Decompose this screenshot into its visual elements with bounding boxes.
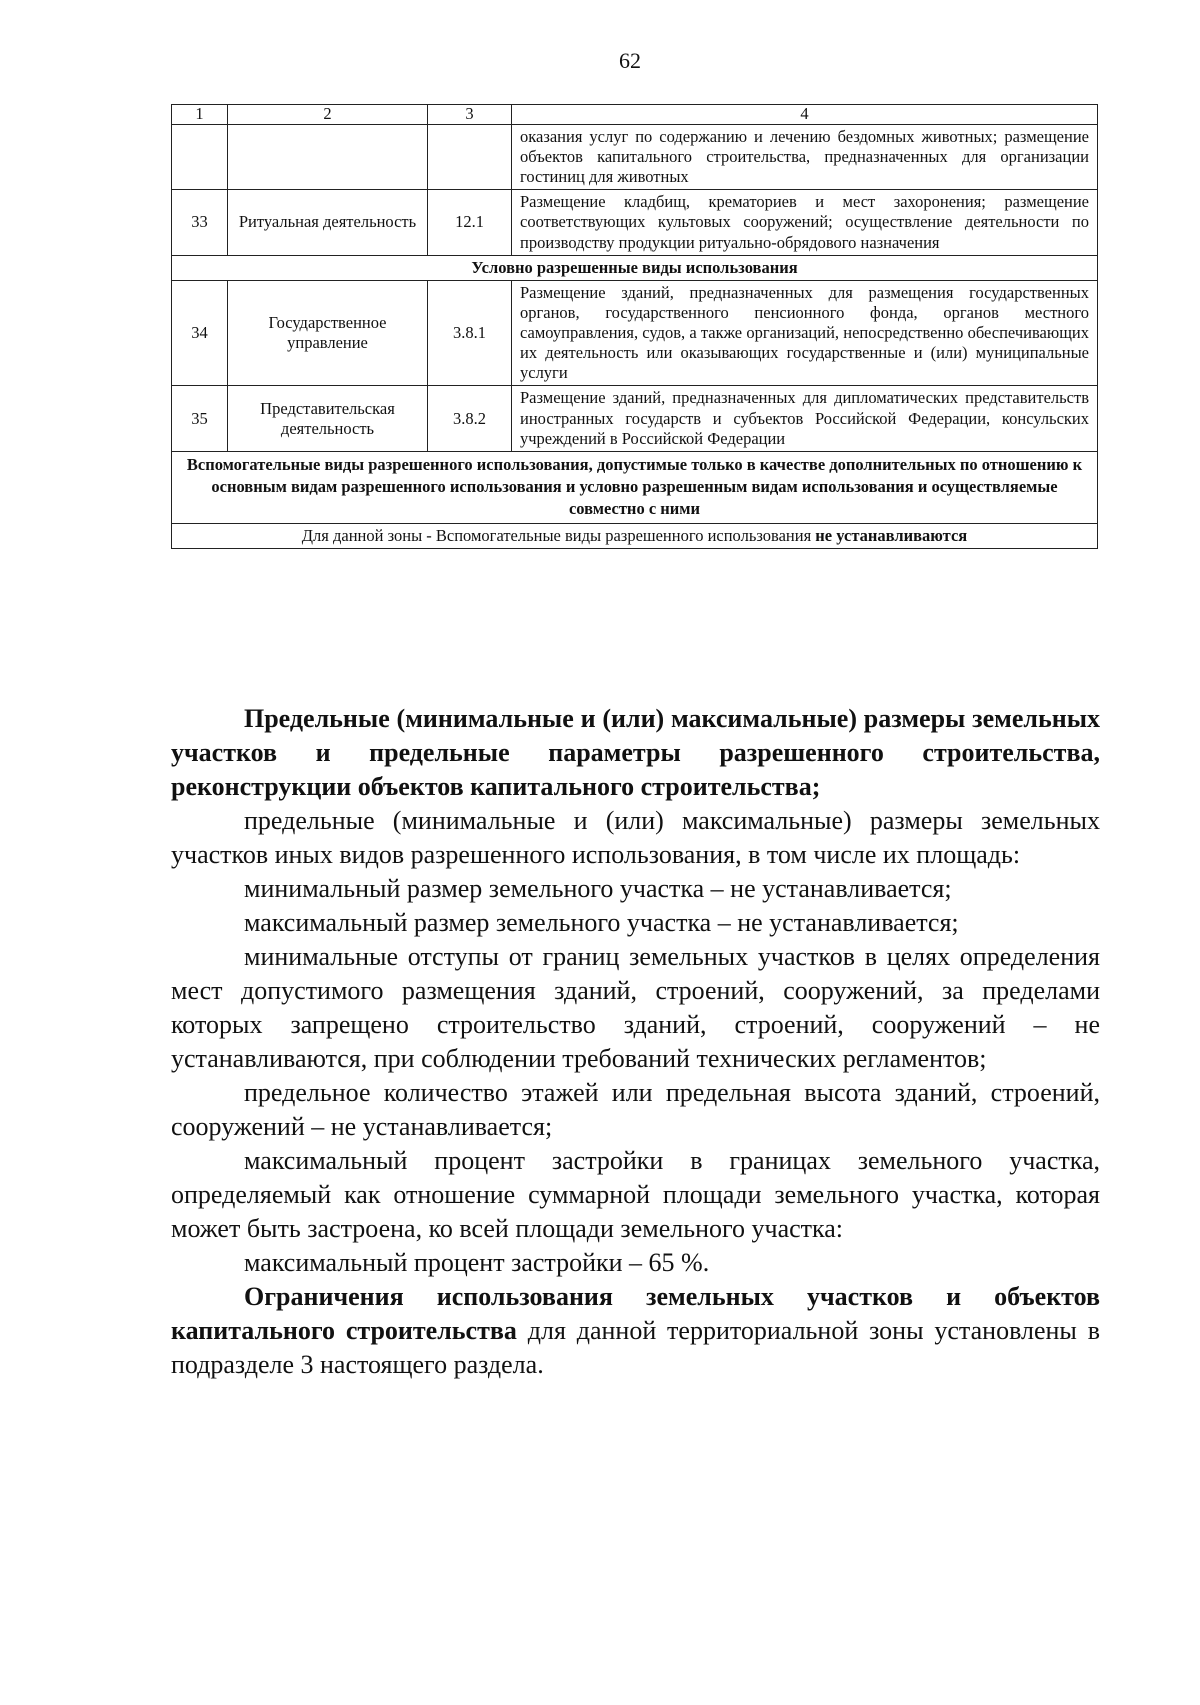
empty-cell [172,124,228,189]
land-use-table [171,104,1098,549]
table-header-row [172,105,1098,125]
use-description: Размещение зданий, предназначенных для дипломатических представительств иностранных государств и субъектов Российской Федерации, консульских учреждений в Российской Федерации [512,386,1098,451]
section-heading [171,702,1100,804]
use-name: Государственное управление [228,280,428,386]
use-code: 3.8.2 [428,386,512,451]
paragraph: максимальный процент застройки в границах земельного участка, определяемый как отношение суммарной площади земельного участка, которая может быть застроена, ко всей площади земельного участка: [171,1146,1100,1243]
row-number: 34 [172,280,228,386]
header-cell: 1 [172,105,228,125]
table-row-35 [172,386,1098,451]
restrictions-bold: Ограничения использования земельных участков и объектов капитального строительства [171,1282,1100,1345]
empty-cell [428,124,512,189]
paragraph: минимальные отступы от границ земельных участков в целях определения мест допустимого размещения зданий, строений, сооружений, за пределами которых запрещено строительство зданий, строений, сооружений – не устанавливаются, при соблюдении требований технических регламентов; [171,942,1100,1073]
header-cell: 3 [428,105,512,125]
auxiliary-note-row [172,523,1098,548]
table-row-33 [172,190,1098,255]
paragraph: максимальный размер земельного участка – не устанавливается; [244,908,959,937]
row-number: 33 [172,190,228,255]
section-conditional-row [172,255,1098,280]
paragraph: предельное количество этажей или предельная высота зданий, строений, сооружений – не устанавливается; [171,1078,1100,1141]
table-row-continued [172,124,1098,189]
use-name: Ритуальная деятельность [228,190,428,255]
use-name: Представительская деятельность [228,386,428,451]
row-number: 35 [172,386,228,451]
empty-cell [228,124,428,189]
restrictions-rest: для данной территориальной зоны установлены в подразделе 3 настоящего раздела. [171,1316,1100,1379]
body-text [171,702,1100,1382]
section-auxiliary-title: Вспомогательные виды разрешенного использования, допустимые только в качестве дополнительных по отношению к основным видам разрешенного использования и условно разрешенным видам использования и осуществляемые совместно с ними [172,451,1098,523]
note-bold: не устанавливаются [815,525,968,545]
use-description: Размещение зданий, предназначенных для размещения государственных органов, государственного пенсионного фонда, органов местного самоуправления, судов, а также организаций, непосредственно обеспечивающих их деятельность или оказывающих государственные и (или) муниципальные услуги [512,280,1098,386]
use-description: Размещение кладбищ, крематориев и мест захоронения; размещение соответствующих культовых сооружений; осуществление деятельности по производству продукции ритуально-обрядового назначения [512,190,1098,255]
table-row-34 [172,280,1098,386]
use-code: 12.1 [428,190,512,255]
restrictions-paragraph [171,1280,1100,1382]
paragraph: предельные (минимальные и (или) максимальные) размеры земельных участков иных видов разрешенного использования, в том числе их площадь: [171,806,1100,869]
use-code: 3.8.1 [428,280,512,386]
paragraph: максимальный процент застройки – 65 %. [244,1248,710,1277]
use-description: оказания услуг по содержанию и лечению бездомных животных; размещение объектов капитального строительства, предназначенных для организации гостиниц для животных [512,124,1098,189]
section-conditional-title: Условно разрешенные виды использования [172,255,1098,280]
paragraph: минимальный размер земельного участка – не устанавливается; [244,874,952,903]
page-number: 62 [619,48,641,73]
note-prefix: Для данной зоны - Вспомогательные виды разрешенного использования [301,525,812,545]
header-cell: 4 [512,105,1098,125]
header-cell: 2 [228,105,428,125]
section-heading-text: Предельные (минимальные и (или) максимальные) размеры земельных участков и предельные параметры разрешенного строительства, реконструкции объектов капитального строительства; [171,704,1100,801]
section-auxiliary-row [172,451,1098,523]
auxiliary-note [172,523,1098,548]
